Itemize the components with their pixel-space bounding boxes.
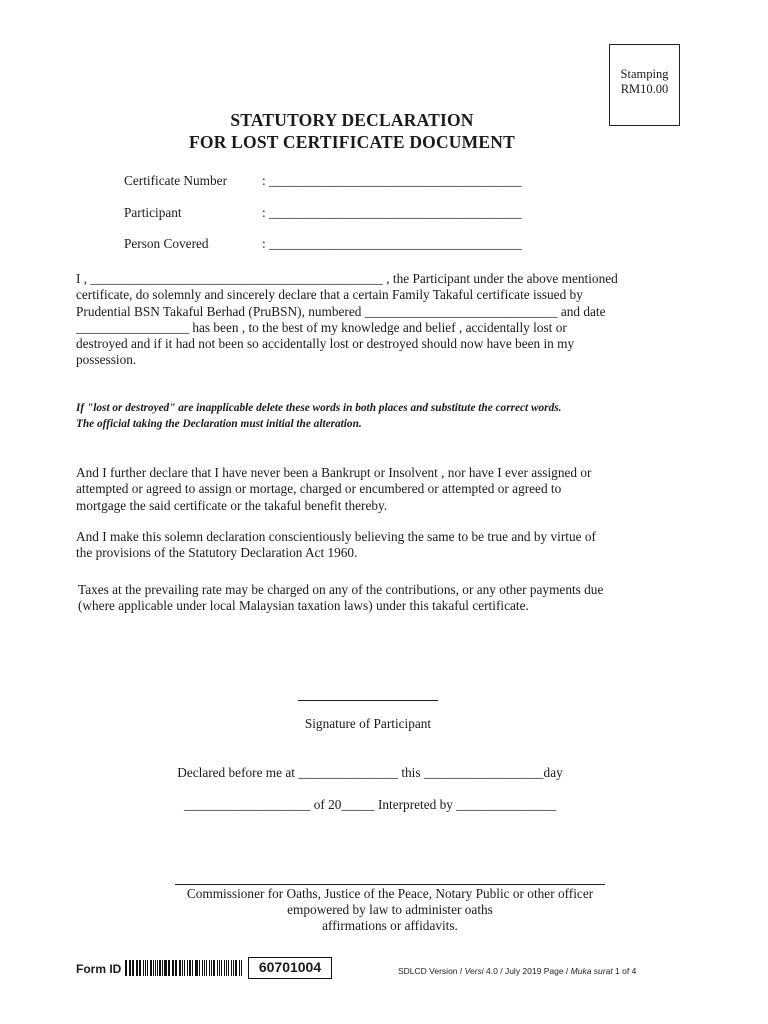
person-covered-field[interactable]: : ______________________________________ [262,236,522,251]
declaration-line: I , ____________________________________________ , the Participant under the above mentioned [76,271,618,286]
declaration-line: destroyed and if it had not been so accidentally lost or destroyed should now have been in my [76,336,575,352]
declaration-line: possession. [76,352,137,368]
barcode-bar [211,960,212,976]
taxes-line: Taxes at the prevailing rate may be charged on any of the contributions, or any other payments due [78,582,604,597]
barcode-bar [137,960,138,976]
bankruptcy-line: attempted or agreed to assign or mortage, charged or encumbered or attempted or agreed to [76,481,562,497]
commissioner-line: empowered by law to administer oaths [287,902,493,917]
barcode-bar [213,960,215,976]
bankruptcy-line: mortgage the said certificate or the takaful benefit thereby. [76,497,388,513]
barcode-bar [221,960,223,976]
barcode-bar [206,960,207,976]
barcode-bar [136,960,137,976]
barcode-bar [182,960,184,976]
barcode-bar [162,960,163,976]
stamp-amount: RM10.00 [620,82,669,96]
bankruptcy-paragraph [76,465,658,514]
document-title: STATUTORY DECLARATION [230,110,474,130]
barcode-bar [125,960,127,976]
version-italic-1: Versi [464,966,484,976]
person-covered-label: Person Covered [124,236,209,251]
barcode-bar [143,960,144,976]
barcode-bar [196,960,198,976]
form-id-label: Form ID [76,962,122,976]
signature-label: Signature of Participant [304,716,432,731]
alteration-note [76,401,666,432]
barcode-bar [241,960,242,976]
participant-label: Participant [124,205,182,220]
taxes-line: (where applicable under local Malaysian taxation laws) under this takaful certificate. [78,598,529,614]
barcode-bar [153,960,154,976]
barcode-bar [224,960,225,976]
barcode-bar [204,960,205,976]
barcode-bar [209,960,211,976]
barcode-bar [219,960,220,976]
barcode-bar [145,960,146,976]
barcode-bar [189,960,191,976]
barcode-bar [199,960,200,976]
commissioner-line: affirmations or affidavits. [322,918,458,933]
commissioner-line: Commissioner for Oaths, Justice of the Peace, Notary Public or other officer [186,886,594,901]
solemn-line: And I make this solemn declaration conscientiously believing the same to be true and by virtue of [76,529,596,544]
barcode-bar [239,960,241,976]
barcode-bar [228,960,230,976]
solemn-paragraph [76,529,658,562]
declaration-line: Prudential BSN Takaful Berhad (PruBSN), numbered _____________________________ and date [76,303,606,319]
barcode-bar [150,960,152,976]
note-line: The official taking the Declaration must initial the alteration. [76,417,362,430]
version-italic-2: Muka surat [570,966,613,976]
barcode-bar [195,960,196,976]
barcode-bar [184,960,185,976]
taxes-paragraph [78,582,660,615]
stamp-text [610,67,679,97]
barcode-bar [139,960,141,976]
version-info [398,966,636,976]
barcode-bar [226,960,227,976]
document-subtitle: FOR LOST CERTIFICATE DOCUMENT [189,132,515,152]
barcode-bar [217,960,218,976]
declared-before-line[interactable]: Declared before me at _______________ this __________________day [177,765,563,780]
barcode-bar [176,960,177,976]
declaration-line: certificate, do solemnly and sincerely declare that a certain Family Takaful certificate issued by [76,287,583,303]
barcode-bar [202,960,204,976]
version-mid: 4.0 / July 2019 Page / [483,966,571,976]
barcode-bar [187,960,188,976]
bankruptcy-line: And I further declare that I have never been a Bankrupt or Insolvent , nor have I ever assigned or [76,465,592,480]
commissioner-signature-line[interactable] [175,884,605,885]
interpreted-by-line[interactable]: ___________________ of 20_____ Interpreted by _______________ [184,797,556,812]
barcode-bar [192,960,193,976]
barcode-bar [168,960,169,976]
barcode-bar [231,960,232,976]
version-prefix: SDLCD Version / [398,966,465,976]
solemn-line: the provisions of the Statutory Declaration Act 1960. [76,545,358,561]
form-id-number: 60701004 [248,957,332,979]
barcode-bar [179,960,181,976]
commissioner-block [140,886,640,934]
barcode-bar [132,960,134,976]
barcode-bar [235,960,237,976]
barcode-bar [130,960,131,976]
barcode-bar [169,960,170,976]
version-suffix: 1 of 4 [612,966,637,976]
stamp-label: Stamping [620,67,669,81]
participant-field[interactable]: : ______________________________________ [262,205,522,220]
signature-line[interactable] [298,700,438,701]
barcode-bar [164,960,166,976]
certificate-number-label: Certificate Number [124,173,228,188]
barcode-bar [147,960,149,976]
declaration-paragraph [76,271,658,369]
barcode-bar [157,960,158,976]
barcode-bar [155,960,156,976]
barcode-bar [175,960,176,976]
barcode-bar [233,960,234,976]
barcode-bar [159,960,161,976]
note-line: If "lost or destroyed" are inapplicable delete these words in both places and substitute the correct words. [76,402,562,414]
certificate-number-field[interactable]: : ______________________________________ [262,173,522,188]
declaration-line: _________________ has been , to the best of my knowledge and belief , accidentally lost or [76,319,567,335]
barcode-bar [172,960,174,976]
barcode [125,960,243,976]
barcode-bar [129,960,130,976]
